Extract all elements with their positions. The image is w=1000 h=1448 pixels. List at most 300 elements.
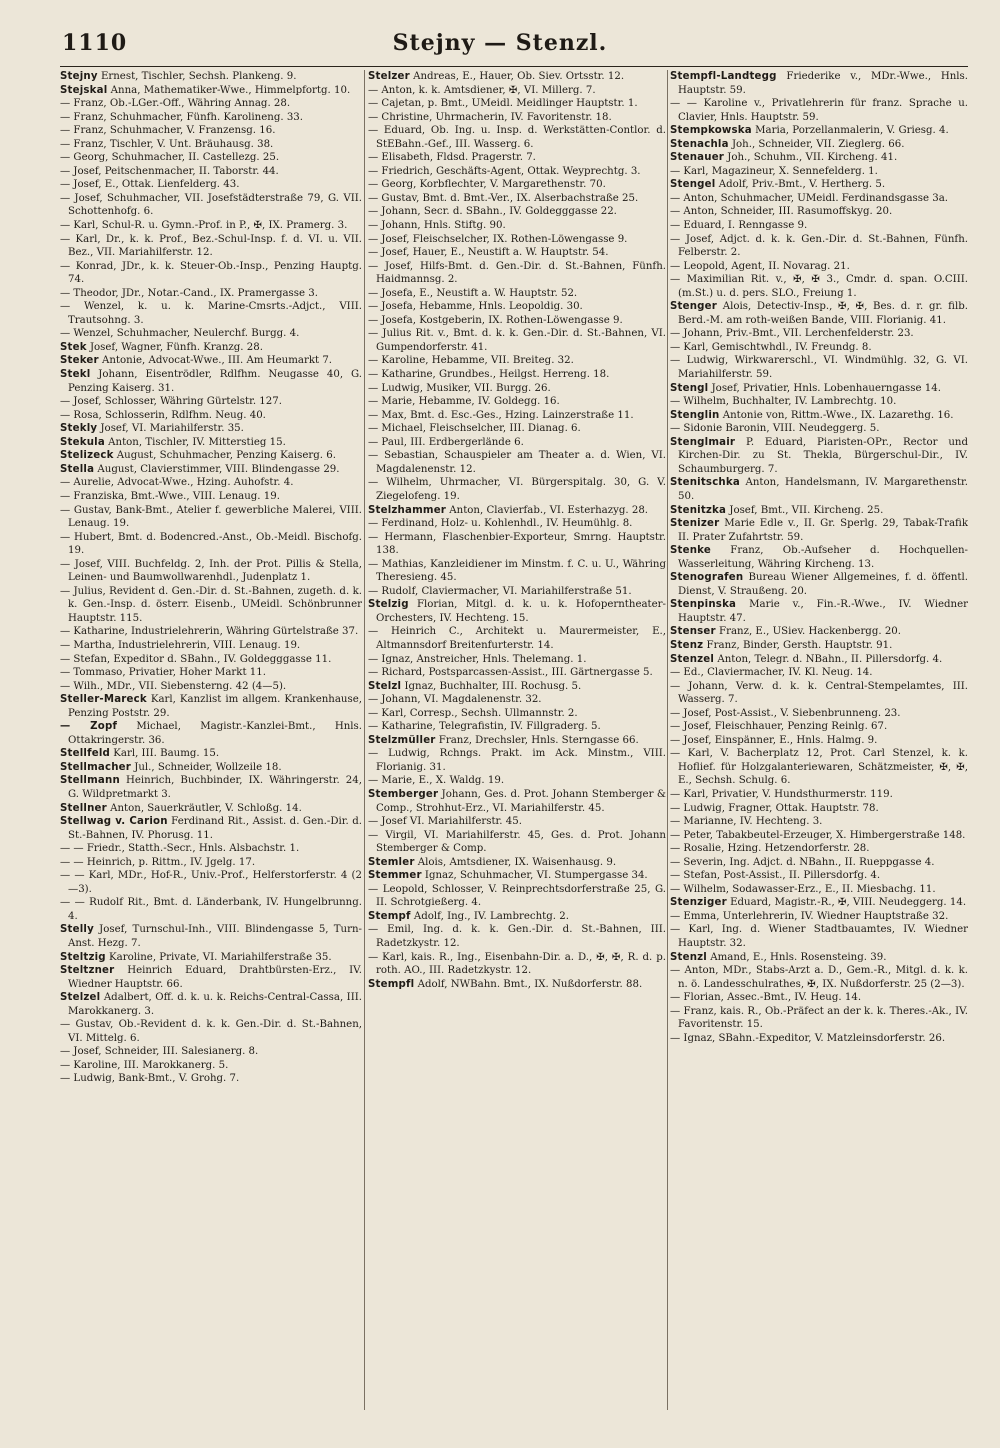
entry-surname: Stenografen (670, 572, 744, 584)
directory-entry (670, 747, 968, 788)
entry-text: — Karoline, III. Marokkanerg. 5. (60, 1059, 229, 1071)
entry-text: Andreas, E., Hauer, Ob. Siev. Ortsstr. 12. (409, 71, 625, 82)
entry-text: Ferdinand Rit., Assist. d. Gen.-Dir. d. St.-Bahnen, IV. Phorusg. 11. (68, 816, 362, 841)
entry-text: — Josefa, Kostgeberin, IX. Rothen-Löwengasse 9. (368, 314, 623, 326)
directory-entry (368, 219, 666, 233)
directory-entry (368, 504, 666, 518)
directory-entry (368, 788, 666, 815)
entry-text: — Paul, III. Erdbergerlände 6. (368, 436, 524, 448)
entry-surname: Stempf (368, 910, 411, 922)
entry-text: — Josef, E., Ottak. Lienfelderg. 43. (60, 179, 240, 191)
entry-text: Joh., Schneider, VII. Zieglerg. 66. (728, 138, 905, 150)
entry-text: — Johann, Secr. d. SBahn., IV. Goldegggasse 22. (368, 206, 617, 218)
directory-entry (368, 585, 666, 599)
directory-entry (670, 923, 968, 950)
directory-entry (368, 707, 666, 721)
entry-text: — Karl, Privatier, V. Hundsthurmerstr. 119. (670, 788, 893, 800)
directory-column-3 (670, 70, 968, 1430)
directory-entry (60, 680, 362, 694)
directory-entry (670, 70, 968, 97)
directory-entry (670, 422, 968, 436)
directory-entry (368, 111, 666, 125)
directory-entry (670, 205, 968, 219)
directory-entry (670, 680, 968, 707)
entry-text: — — Rudolf Rit., Bmt. d. Länderbank, IV. Hungelbrunng. 4. (60, 897, 362, 922)
entry-surname: Stenpinska (670, 599, 737, 611)
directory-entry (368, 300, 666, 314)
directory-entry (368, 395, 666, 409)
entry-surname: Stelly (60, 924, 94, 936)
entry-surname: Stellner (60, 802, 107, 814)
entry-text: — Julius Rit. v., Bmt. d. k. k. Gen.-Dir. d. St.-Bahnen, VI. Gumpendorferstr. 41. (368, 328, 666, 353)
directory-entry (60, 802, 362, 816)
directory-entry (60, 1018, 362, 1045)
directory-entry (60, 720, 362, 747)
entry-text: — Leopold, Agent, II. Novarag. 21. (670, 260, 850, 272)
entry-text: Johann, Ges. d. Prot. Johann Stemberger & Comp., Strohhut-Erz., VI. Mariahilferstr. 45. (376, 788, 666, 814)
entry-text: — Ed., Claviermacher, IV. Kl. Neug. 14. (670, 667, 873, 679)
directory-entry (60, 991, 362, 1018)
entry-text: — Josef, Fleischselcher, IX. Rothen-Löwengasse 9. (368, 233, 628, 245)
entry-surname: Stenzl (670, 951, 707, 963)
entry-text: — Martha, Industrielehrerin, VIII. Lenaug. 19. (60, 639, 301, 651)
entry-text: P. Eduard, Piaristen-OPr., Rector und Kirchen-Dir. zu St. Thekla, Bürgerschul-Dir., IV. Schaumburgerg. 7. (678, 436, 968, 475)
directory-entry (60, 260, 362, 287)
directory-entry (368, 747, 666, 774)
directory-entry (368, 978, 666, 992)
entry-surname: Stengl (670, 382, 709, 394)
entry-surname: Stellfeld (60, 748, 111, 760)
directory-entry (60, 869, 362, 896)
directory-entry (60, 774, 362, 801)
entry-text: — Ignaz, Anstreicher, Hnls. Thelemang. 1. (368, 653, 587, 665)
entry-text: — Josef, Peitschenmacher, II. Taborstr. 44. (60, 165, 279, 177)
entry-surname: Steker (60, 355, 99, 367)
directory-entry (60, 422, 362, 436)
entry-text: — Theodor, JDr., Notar.-Cand., IX. Pramergasse 3. (60, 287, 319, 299)
directory-entry (670, 300, 968, 327)
entry-text: — Katharine, Telegrafistin, IV. Fillgraderg. 5. (368, 721, 601, 733)
directory-entry (368, 165, 666, 179)
entry-text: — Julius, Revident d. Gen.-Dir. d. St.-Bahnen, zugeth. d. k. k. Gen.-Insp. d. österr. Eisenb., UMeidl. Schönbrunner Hauptstr. 115. (60, 585, 362, 624)
entry-surname: Stekl (60, 369, 91, 381)
directory-entry (670, 720, 968, 734)
entry-text: — Josefa, Hebamme, Hnls. Leopoldig. 30. (368, 301, 583, 313)
entry-text: Adalbert, Off. d. k. u. k. Reichs-Central-Cassa, III. Marokkanerg. 3. (68, 992, 362, 1017)
entry-text: Johann, Eisentrödler, Rdlfhm. Neugasse 40, G. Penzing Kaiserg. 31. (68, 369, 362, 394)
entry-surname: Stenachla (670, 138, 729, 150)
directory-entry (670, 883, 968, 897)
directory-entry (60, 124, 362, 138)
entry-surname: Stelzer (368, 71, 410, 82)
entry-text: — Gustav, Bank-Bmt., Atelier f. gewerbliche Malerei, VIII. Lenaug. 19. (60, 504, 362, 530)
entry-text: Franz, Ob.-Aufseher d. Hochquellen-Wasserleitung, Währing Kircheng. 13. (678, 545, 968, 570)
entry-surname: Steltzner (60, 965, 115, 977)
directory-entry (368, 233, 666, 247)
directory-entry (670, 707, 968, 721)
directory-entry (368, 598, 666, 625)
directory-entry (60, 233, 362, 260)
directory-entry (60, 639, 362, 653)
directory-entry (670, 395, 968, 409)
entry-text: — Richard, Postsparcassen-Assist., III. Gärtnergasse 5. (368, 667, 653, 679)
directory-entry (670, 1032, 968, 1046)
entry-text: — Josef, Einspänner, E., Hnls. Halmg. 9. (670, 734, 878, 746)
entry-text: Karl, III. Baumg. 15. (110, 748, 220, 760)
directory-entry (60, 138, 362, 152)
entry-text: — Josef, Post-Assist., V. Siebenbrunneng. 23. (670, 707, 901, 719)
entry-surname: Steller-Mareck (60, 694, 147, 706)
directory-entry (60, 815, 362, 842)
directory-entry (60, 327, 362, 341)
directory-entry (670, 734, 968, 748)
directory-entry (60, 625, 362, 639)
directory-entry (670, 829, 968, 843)
entry-text: — — Karl, MDr., Hof-R., Univ.-Prof., Helferstorferstr. 4 (2—3). (60, 870, 362, 895)
directory-entry (670, 409, 968, 423)
directory-entry (60, 923, 362, 950)
entry-text: — Wenzel, k. u. k. Marine-Cmsrts.-Adjct., VIII. Trautsohng. 3. (60, 301, 362, 326)
entry-surname: Stek (60, 341, 87, 353)
entry-text: — Wilhelm, Uhrmacher, VI. Bürgerspitalg. 30, G. V. Ziegelofeng. 19. (368, 477, 666, 502)
directory-entry (368, 531, 666, 558)
entry-text: — Karl, Dr., k. k. Prof., Bez.-Schul-Insp. f. d. VI. u. VII. Bez., VII. Mariahilferstr. 12. (60, 233, 362, 259)
entry-text: — Karl, kais. R., Ing., Eisenbahn-Dir. a. D., ✠, ✠, R. d. p. roth. AO., III. Radetzkystr. 12. (368, 951, 666, 977)
entry-text: — Rudolf, Claviermacher, VI. Mariahilferstraße 51. (368, 585, 632, 597)
directory-entry (60, 490, 362, 504)
directory-entry (670, 896, 968, 910)
directory-entry (60, 409, 362, 423)
directory-entry (368, 815, 666, 829)
directory-entry (670, 97, 968, 124)
directory-entry (60, 111, 362, 125)
entry-text: — Florian, Assec.-Bmt., IV. Heug. 14. (670, 992, 862, 1004)
entry-text: — Karl, Ing. d. Wiener Stadtbauamtes, IV. Wiedner Hauptstr. 32. (670, 924, 968, 949)
entry-text: Karoline, Private, VI. Mariahilferstraße 35. (105, 951, 332, 963)
directory-entry (60, 896, 362, 923)
entry-text: — Franz, Tischler, V. Unt. Bräuhausg. 38. (60, 138, 274, 150)
entry-surname: Stekula (60, 436, 105, 448)
directory-entry (368, 192, 666, 206)
entry-text: — Hubert, Bmt. d. Bodencred.-Anst., Ob.-Meidl. Bischofg. 19. (60, 531, 362, 557)
directory-entry (368, 354, 666, 368)
entry-text: — Georg, Korbflechter, V. Margarethenstr. 70. (368, 179, 606, 191)
entry-text: — Leopold, Schlosser, V. Reinprechtsdorferstraße 25, G. II. Schrotgießerg. 4. (368, 883, 666, 909)
entry-text: — Christine, Uhrmacherin, IV. Favoritenstr. 18. (368, 111, 612, 123)
entry-text: Antonie von, Rittm.-Wwe., IX. Lazarethg. 16. (719, 409, 954, 421)
entry-text: — Eduard, Ob. Ing. u. Insp. d. Werkstätten-Contlor. d. StEBahn.-Gef., III. Wasserg. 6. (368, 125, 666, 150)
entry-text: — Gustav, Ob.-Revident d. k. k. Gen.-Dir. d. St.-Bahnen, VI. Mittelg. 6. (60, 1019, 362, 1044)
directory-entry (670, 219, 968, 233)
entry-surname: Stenizer (670, 518, 720, 530)
entry-surname: Stempfl-Landtegg (670, 71, 777, 82)
directory-entry (368, 910, 666, 924)
entry-text: Anton, Sauerkräutler, V. Schloßg. 14. (106, 802, 302, 814)
directory-entry (60, 70, 362, 84)
entry-text: — Max, Bmt. d. Esc.-Ges., Hzing. Lainzerstraße 11. (368, 409, 634, 421)
entry-surname: Stellwag v. Carion (60, 816, 168, 828)
entry-text: — Severin, Ing. Adjct. d. NBahn., II. Rueppgasse 4. (670, 856, 935, 868)
entry-surname: Stejskal (60, 84, 108, 96)
entry-surname: Stelzig (368, 599, 409, 611)
entry-text: — Johann, Priv.-Bmt., VII. Lerchenfelderstr. 23. (670, 328, 914, 340)
entry-surname: Stenauer (670, 152, 725, 164)
entry-text: Franz, Binder, Gersth. Hauptstr. 91. (703, 639, 893, 651)
directory-entry (60, 964, 362, 991)
directory-entry (368, 476, 666, 503)
entry-text: Marie Edle v., II. Gr. Sperlg. 29, Tabak-Trafik II. Prater Zufahrtstr. 59. (678, 518, 968, 543)
directory-entry (60, 97, 362, 111)
directory-entry (670, 625, 968, 639)
entry-surname: Stenke (670, 545, 711, 557)
entry-text: Anna, Mathematiker-Wwe., Himmelpfortg. 10. (107, 84, 351, 96)
directory-entry (60, 1059, 362, 1073)
entry-text: — Franz, kais. R., Ob.-Präfect an der k. k. Theres.-Ak., IV. Favoritenstr. 15. (670, 1005, 968, 1031)
entry-text: — Virgil, VI. Mariahilferstr. 45, Ges. d. Prot. Johann Stemberger & Comp. (368, 829, 666, 855)
entry-text: Josef, Turnschul-Inh., VIII. Blindengasse 5, Turn-Anst. Hezg. 7. (68, 924, 362, 949)
header-rule (60, 66, 968, 67)
directory-entry (670, 165, 968, 179)
directory-entry (670, 436, 968, 477)
directory-entry (368, 436, 666, 450)
entry-surname: Stenitschka (670, 477, 740, 489)
entry-text: — Anton, MDr., Stabs-Arzt a. D., Gem.-R., Mitgl. d. k. k. n. ö. Landesschulrathes, ✠, IX. Nußdorferstr. 25 (2—3). (670, 965, 968, 990)
directory-entry (60, 192, 362, 219)
directory-entry (368, 666, 666, 680)
entry-text: — Karl, Gemischtwhdl., IV. Freundg. 8. (670, 341, 872, 353)
entry-text: — Karl, V. Bacherplatz 12, Prot. Carl Stenzel, k. k. Hoflief. für Holzgalanteriewaren, Schätzmeister, ✠, ✠, E., Sechsh. Schulg. 6. (670, 748, 968, 787)
directory-entry (670, 869, 968, 883)
directory-entry (670, 504, 968, 518)
entry-text: — Franz, Schuhmacher, V. Franzensg. 16. (60, 125, 276, 137)
entry-surname: Stellmacher (60, 761, 132, 773)
directory-entry (368, 774, 666, 788)
directory-entry (368, 923, 666, 950)
entry-text: Adolf, Priv.-Bmt., V. Hertherg. 5. (715, 179, 886, 191)
directory-entry (670, 327, 968, 341)
directory-entry (60, 165, 362, 179)
directory-entry (60, 178, 362, 192)
directory-entry (670, 856, 968, 870)
entry-text: — Ludwig, Bank-Bmt., V. Grohg. 7. (60, 1073, 240, 1085)
directory-entry (368, 368, 666, 382)
entry-text: — — Friedr., Statth.-Secr., Hnls. Alsbachstr. 1. (60, 843, 300, 855)
entry-text: Adolf, NWBahn. Bmt., IX. Nußdorferstr. 88. (414, 978, 643, 990)
entry-text: — Rosalie, Hzing. Hetzendorferstr. 28. (670, 843, 870, 855)
entry-text: — Emma, Unterlehrerin, IV. Wiedner Hauptstraße 32. (670, 910, 949, 922)
directory-entry (670, 639, 968, 653)
entry-text: Michael, Magistr.-Kanzlei-Bmt., Hnls. Ottakringerstr. 36. (68, 721, 362, 746)
entry-text: — Stefan, Expeditor d. SBahn., IV. Goldegggasse 11. (60, 653, 332, 665)
entry-text: Heinrich Eduard, Drahtbürsten-Erz., IV. Wiedner Hauptstr. 66. (68, 965, 362, 990)
directory-entry (368, 151, 666, 165)
directory-entry (670, 138, 968, 152)
entry-surname: Stelzel (60, 992, 101, 1004)
directory-entry (368, 178, 666, 192)
entry-surname: Stenziger (670, 897, 727, 909)
directory-entry (60, 856, 362, 870)
entry-text: — Marie, E., X. Waldg. 19. (368, 775, 505, 787)
entry-text: — Tommaso, Privatier, Hoher Markt 11. (60, 667, 267, 679)
entry-text: — Wilh., MDr., VII. Siebensterng. 42 (4—5). (60, 680, 287, 692)
directory-entry (670, 476, 968, 503)
directory-entry (670, 842, 968, 856)
entry-text: Josef, Privatier, Hnls. Lobenhauerngasse 14. (708, 382, 941, 394)
entry-text: Ignaz, Buchhalter, III. Rochusg. 5. (401, 680, 582, 692)
directory-entry (670, 233, 968, 260)
directory-entry (60, 1072, 362, 1086)
entry-text: — Johann, Hnls. Stiftg. 90. (368, 220, 506, 232)
entry-text: — Sidonie Baronin, VIII. Neudeggerg. 5. (670, 423, 880, 435)
directory-entry (368, 449, 666, 476)
entry-text: Franz, E., USiev. Hackenbergg. 20. (715, 626, 902, 638)
directory-entry (670, 802, 968, 816)
entry-surname: Stemmer (368, 870, 422, 882)
entry-text: — Michael, Fleischselcher, III. Dianag. 6. (368, 423, 581, 435)
entry-text: — Franz, Ob.-LGer.-Off., Währing Annag. 28. (60, 98, 291, 110)
directory-entry (670, 354, 968, 381)
entry-text: — Rosa, Schlosserin, Rdlfhm. Neug. 40. (60, 409, 266, 421)
entry-text: — Katharine, Grundbes., Heilgst. Herreng. 18. (368, 369, 610, 381)
entry-text: — Johann, Verw. d. k. k. Central-Stempelamtes, III. Wasserg. 7. (670, 680, 968, 706)
entry-text: — Cajetan, p. Bmt., UMeidl. Meidlinger Hauptstr. 1. (368, 98, 638, 110)
entry-text: — Katharine, Industrielehrerin, Währing Gürtelstraße 37. (60, 626, 359, 638)
entry-text: Ernest, Tischler, Sechsh. Plankeng. 9. (97, 71, 297, 82)
page-number: 1110 (62, 30, 128, 56)
entry-text: — Peter, Tabakbeutel-Erzeuger, X. Himbergerstraße 148. (670, 829, 966, 841)
directory-entry (670, 124, 968, 138)
entry-text: — — Heinrich, p. Rittm., IV. Jgelg. 17. (60, 856, 256, 868)
entry-text: — Marianne, IV. Hechteng. 3. (670, 816, 823, 828)
entry-text: Antonie, Advocat-Wwe., III. Am Heumarkt 7. (98, 355, 333, 367)
entry-text: — Konrad, JDr., k. k. Steuer-Ob.-Insp., Penzing Hauptg. 74. (60, 260, 362, 286)
directory-entry (670, 991, 968, 1005)
directory-entry (670, 517, 968, 544)
directory-entry (670, 666, 968, 680)
directory-entry (60, 84, 362, 98)
entry-text: — Heinrich C., Architekt u. Maurermeister, E., Altmannsdorf Breitenfurterstr. 14. (368, 626, 666, 651)
directory-entry (670, 341, 968, 355)
entry-text: Florian, Mitgl. d. k. u. k. Hofoperntheater-Orchesters, IV. Hechteng. 15. (376, 599, 666, 624)
entry-text: Anton, Telegr. d. NBahn., II. Pillersdorfg. 4. (714, 653, 943, 665)
entry-text: Josef, Bmt., VII. Kircheng. 25. (726, 504, 884, 516)
entry-text: — Wilhelm, Buchhalter, IV. Lambrechtg. 10. (670, 396, 897, 408)
directory-entry (670, 178, 968, 192)
entry-surname: Stejny (60, 71, 98, 82)
directory-entry (60, 653, 362, 667)
directory-entry (368, 693, 666, 707)
directory-entry (60, 463, 362, 477)
directory-entry (368, 260, 666, 287)
directory-entry (670, 544, 968, 571)
directory-entry (670, 815, 968, 829)
column-divider (667, 70, 668, 1410)
entry-text: — Josef, Fleischhauer, Penzing Reinlg. 67. (670, 721, 888, 733)
directory-column-2 (368, 70, 666, 1430)
entry-text: — Friedrich, Geschäfts-Agent, Ottak. Weyprechtg. 3. (368, 165, 641, 177)
entry-text: Friederike v., MDr.-Wwe., Hnls. Hauptstr. 59. (678, 71, 968, 96)
directory-entry (60, 354, 362, 368)
directory-entry (60, 747, 362, 761)
entry-text: — Ferdinand, Holz- u. Kohlenhdl., IV. Heumühlg. 8. (368, 518, 633, 530)
directory-entry (670, 788, 968, 802)
directory-entry (670, 382, 968, 396)
entry-text: — Josef, Hauer, E., Neustift a. W. Hauptstr. 54. (368, 247, 609, 259)
directory-entry (60, 151, 362, 165)
directory-entry (368, 625, 666, 652)
entry-text: — Mathias, Kanzleidiener im Minstm. f. C. u. U., Währing Theresieng. 45. (368, 558, 666, 584)
entry-text: August, Schuhmacher, Penzing Kaiserg. 6. (113, 450, 336, 462)
entry-text: — Ludwig, Fragner, Ottak. Hauptstr. 78. (670, 802, 879, 814)
entry-text: — Franz, Schuhmacher, Fünfh. Karolineng. 33. (60, 111, 304, 123)
directory-entry (670, 571, 968, 598)
entry-text: — — Karoline v., Privatlehrerin für franz. Sprache u. Clavier, Hnls. Hauptstr. 59. (670, 98, 968, 123)
entry-text: Bureau Wiener Allgemeines, f. d. öffentl. Dienst, V. Straußeng. 20. (678, 572, 968, 597)
entry-text: — Karoline, Hebamme, VII. Breiteg. 32. (368, 355, 574, 367)
directory-entry (368, 680, 666, 694)
directory-entry (670, 951, 968, 965)
entry-surname: Stenglmair (670, 436, 736, 448)
entry-text: — Georg, Schuhmacher, II. Castellezg. 25. (60, 152, 280, 164)
entry-text: — Emil, Ing. d. k. k. Gen.-Dir. d. St.-Bahnen, III. Radetzkystr. 12. (368, 924, 666, 949)
entry-surname: Stelzhammer (368, 504, 447, 516)
entry-text: August, Clavierstimmer, VIII. Blindengasse 29. (94, 463, 340, 475)
entry-text: — Marie, Hebamme, IV. Goldegg. 16. (368, 396, 560, 408)
entry-surname: Stelzl (368, 680, 402, 692)
directory-entry (60, 476, 362, 490)
directory-entry (60, 341, 362, 355)
entry-text: — Josef, Hilfs-Bmt. d. Gen.-Dir. d. St.-Bahnen, Fünfh. Haidmannsg. 2. (368, 260, 666, 286)
directory-entry (368, 653, 666, 667)
entry-text: — Josef, VIII. Buchfeldg. 2, Inh. der Prot. Pillis & Stella, Leinen- und Baumwollwarenhdl., Judenplatz 1. (60, 558, 362, 584)
entry-surname: Stenzel (670, 653, 715, 665)
directory-entry (368, 314, 666, 328)
directory-entry (368, 382, 666, 396)
directory-entry (60, 504, 362, 531)
entry-text: — Eduard, I. Renngasse 9. (670, 220, 808, 232)
directory-entry (60, 666, 362, 680)
directory-entry (368, 734, 666, 748)
directory-entry (60, 300, 362, 327)
entry-text: — Johann, VI. Magdalenenstr. 32. (368, 694, 542, 706)
entry-surname: Stenger (670, 301, 717, 313)
entry-text: — Karl, Schul-R. u. Gymn.-Prof. in P., ✠, IX. Pramerg. 3. (60, 220, 348, 232)
entry-text: Karl, Kanzlist im allgem. Krankenhause, Penzing Poststr. 29. (68, 694, 362, 719)
directory-entry (60, 761, 362, 775)
directory-column-1 (60, 70, 362, 1430)
entry-text: — Josef, Adjct. d. k. k. Gen.-Dir. d. St.-Bahnen, Fünfh. Felberstr. 2. (670, 233, 968, 259)
directory-entry (60, 436, 362, 450)
entry-text: — Ludwig, Wirkwarerschl., VI. Windmühlg. 32, G. VI. Mariahilferstr. 59. (670, 355, 968, 381)
entry-text: Anton, Handelsmann, IV. Margarethenstr. 50. (678, 477, 968, 502)
entry-text: Jul., Schneider, Wollzeile 18. (131, 761, 282, 773)
directory-entry (368, 869, 666, 883)
directory-entry (368, 409, 666, 423)
entry-text: — Aurelie, Advocat-Wwe., Hzing. Auhofstr. 4. (60, 477, 294, 489)
entry-text: — Ignaz, SBahn.-Expeditor, V. Matzleinsdorferstr. 26. (670, 1032, 946, 1044)
entry-text: Ignaz, Schuhmacher, VI. Stumpergasse 34. (421, 870, 648, 882)
entry-text: — Elisabeth, Fldsd. Pragerstr. 7. (368, 152, 536, 164)
entry-surname: Stella (60, 463, 95, 475)
directory-entry (368, 422, 666, 436)
entry-surname: — Zopf (60, 721, 118, 733)
entry-text: — Stefan, Post-Assist., II. Pillersdorfg. 4. (670, 870, 881, 882)
directory-entry (670, 964, 968, 991)
directory-entry (60, 951, 362, 965)
entry-surname: Stenitzka (670, 504, 727, 516)
entry-surname: Stelzmüller (368, 734, 436, 746)
directory-entry (60, 531, 362, 558)
